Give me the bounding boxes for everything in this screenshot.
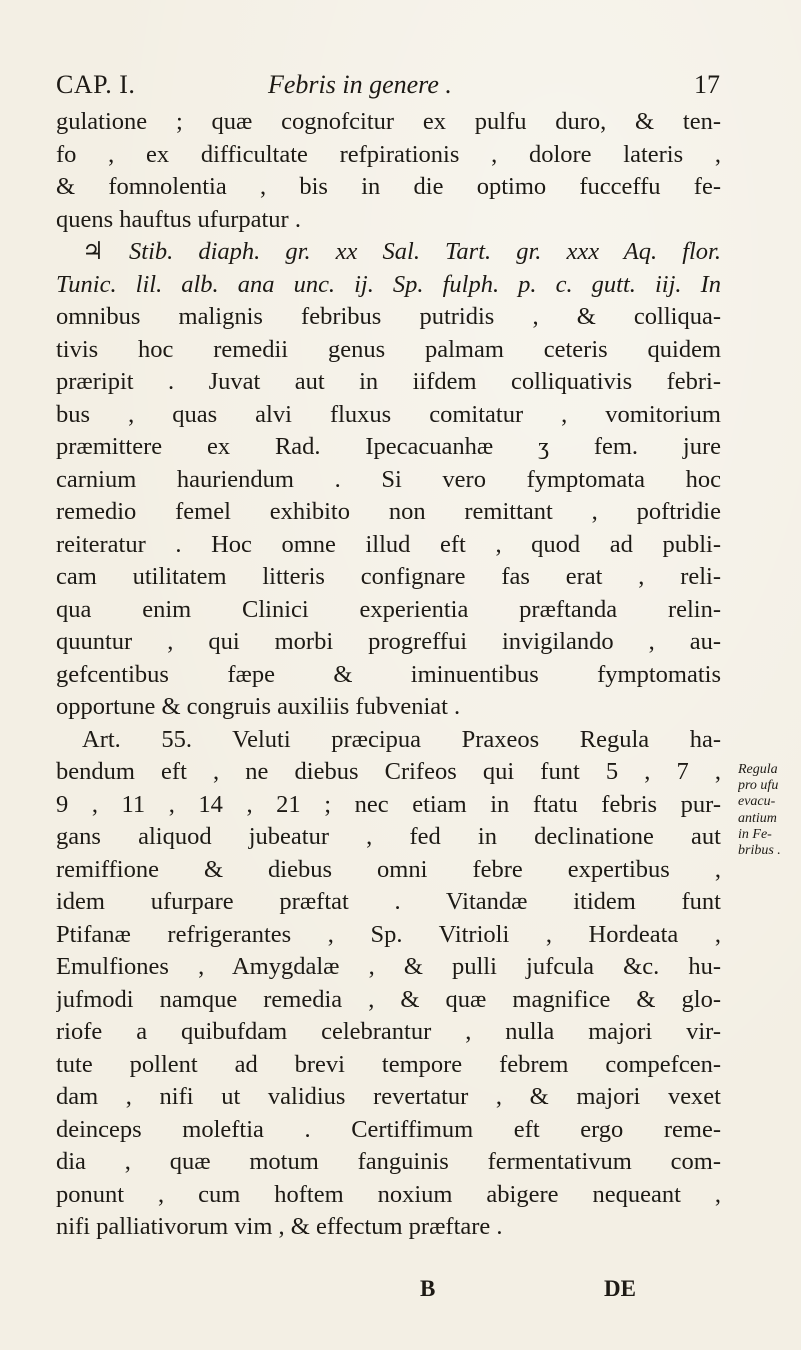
article-line: Art. 55. Veluti præcipua Praxeos Regula ha- <box>82 725 721 753</box>
main-text <box>56 106 721 1244</box>
text-line: dia , quæ motum fanguinis fermentativum com- <box>56 1148 721 1175</box>
marginal-note-line: antium <box>738 810 777 826</box>
page-footer <box>56 1276 721 1306</box>
text-line: tivis hoc remedii genus palmam ceteris quidem <box>56 335 721 363</box>
text-line: remedio femel exhibito non remittant , poftridie <box>56 498 721 525</box>
text-line: carnium hauriendum . Si vero fymptomata hoc <box>56 465 721 493</box>
text-line: nifi palliativorum vim , & effectum præftare . <box>56 1213 503 1240</box>
text-line: gefcentibus fæpe & iminuentibus fymptomatis <box>56 660 721 688</box>
text-line: 9 , 11 , 14 , 21 ; nec etiam in ftatu febris pur- <box>56 790 721 818</box>
catchword: DE <box>604 1276 636 1301</box>
text-line: quuntur , qui morbi progreffui invigilando , au- <box>56 628 721 655</box>
text-line: jufmodi namque remedia , & quæ magnifice & glo- <box>56 985 721 1013</box>
text-line: fo , ex difficultate refpirationis , dolore lateris , <box>56 140 721 168</box>
text-line: Emulfiones , Amygdalæ , & pulli jufcula &c. hu- <box>56 953 721 980</box>
marginal-note <box>738 762 798 859</box>
marginal-note-line: in Fe- <box>738 826 772 842</box>
text-line: gans aliquod jubeatur , fed in declinatione aut <box>56 823 721 850</box>
recipe-line: Tunic. lil. alb. ana unc. ij. Sp. fulph. p. c. gutt. iij. In <box>56 270 721 298</box>
text-line: omnibus malignis febribus putridis , & colliqua- <box>56 303 721 330</box>
text-line: præmittere ex Rad. Ipecacuanhæ ʒ fem. jure <box>56 433 721 460</box>
text-line: ponunt , cum hoftem noxium abigere nequeant , <box>56 1180 721 1208</box>
running-header <box>56 70 720 104</box>
marginal-note-line: evacu- <box>738 794 776 810</box>
running-title: Febris in genere . <box>268 70 452 99</box>
text-line: riofe a quibufdam celebrantur , nulla majori vir- <box>56 1018 721 1045</box>
signature-mark: B <box>420 1276 436 1301</box>
text-line: bus , quas alvi fluxus comitatur , vomitorium <box>56 400 721 428</box>
text-line: qua enim Clinici experientia præftanda relin- <box>56 595 721 623</box>
text-line: tute pollent ad brevi tempore febrem compefcen- <box>56 1050 721 1078</box>
text-line: remiffione & diebus omni febre expertibus , <box>56 855 721 883</box>
page-number: 17 <box>694 70 720 99</box>
chapter-label: CAP. I. <box>56 70 136 99</box>
text-line: reiteratur . Hoc omne illud eft , quod ad publi- <box>56 530 721 558</box>
text-line: & fomnolentia , bis in die optimo fucceffu fe- <box>56 173 721 200</box>
marginal-note-line: Regula <box>738 762 778 777</box>
text-line: cam utilitatem litteris confignare fas erat , reli- <box>56 563 721 590</box>
marginal-note-line: pro ufu <box>738 778 779 794</box>
text-line: deinceps moleftia . Certiffimum eft ergo reme- <box>56 1115 721 1143</box>
marginal-note-line: bribus . <box>738 843 781 859</box>
text-line: Ptifanæ refrigerantes , Sp. Vitrioli , Hordeata , <box>56 920 721 948</box>
text-line: opportune & congruis auxiliis fubveniat . <box>56 693 461 720</box>
text-line: bendum eft , ne diebus Crifeos qui funt 5 , 7 , <box>56 758 721 785</box>
text-line: idem ufurpare præftat . Vitandæ itidem funt <box>56 888 721 915</box>
text-line: gulatione ; quæ cognofcitur ex pulfu duro, & ten- <box>56 108 721 135</box>
recipe-line: ♃ Stib. diaph. gr. xx Sal. Tart. gr. xxx Aq. flor. <box>82 238 721 265</box>
text-line: præripit . Juvat aut in iifdem colliquativis febri- <box>56 368 721 395</box>
text-line: dam , nifi ut validius revertatur , & majori vexet <box>56 1083 721 1110</box>
text-line: quens hauftus ufurpatur . <box>56 205 301 233</box>
